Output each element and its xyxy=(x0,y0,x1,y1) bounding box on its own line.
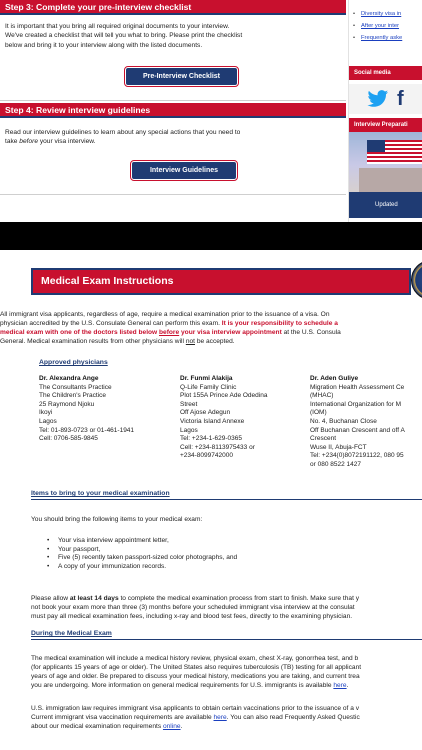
physician-phone: or 080 8522 1427 xyxy=(310,460,361,468)
items-intro: You should bring the following items to your medical exam: xyxy=(31,516,203,523)
allow-emphasis: at least 14 days xyxy=(69,595,119,602)
physician-card xyxy=(180,375,267,461)
physician-phone: Tel: +234(0)8072191122, 080 95 xyxy=(310,452,404,460)
physician-address-line: Migration Health Assessment Ce xyxy=(310,383,405,391)
allow-text: to complete the medical examination process from start to finish. Make sure that y xyxy=(118,595,360,602)
during-heading-rule xyxy=(31,639,422,640)
physician-address-line: The Consultants Practice xyxy=(39,383,112,391)
vaccination-line xyxy=(31,723,182,732)
section-divider xyxy=(0,194,346,195)
physician-name: Dr. Funmi Alakija xyxy=(180,375,233,382)
steps-main-column xyxy=(0,0,346,222)
physician-card xyxy=(39,375,134,444)
vaccination-text: . You can also read Frequently Asked Questic xyxy=(226,714,360,721)
vaccination-line xyxy=(31,714,360,723)
physician-address-line: (IOM) xyxy=(310,409,327,417)
intro-text: General. Medical examination results from other physicians will xyxy=(0,338,186,345)
approved-physicians-label: Approved physicians xyxy=(39,359,108,366)
sidebar xyxy=(348,0,422,222)
bullet-icon: • xyxy=(353,23,356,29)
during-heading: During the Medical Exam xyxy=(31,630,112,637)
sidebar-link-label: Frequently aske xyxy=(361,35,403,41)
during-line: (for applicants 15 years of age or older). The United States also requires tuberculosis (TB) testing for all applicant xyxy=(31,664,362,671)
step3-body xyxy=(5,22,341,50)
physician-phone: Cell: 0706-585-9845 xyxy=(39,435,98,443)
medical-faq-online-link[interactable]: online xyxy=(162,723,181,730)
physician-address-line: Wuse II, Abuja-FCT xyxy=(310,443,367,451)
allow-line: must pay all medical examination fees, including x-ray and blood test fees, directly to the examining physician. xyxy=(31,613,353,620)
interview-guidelines-button[interactable]: Interview Guidelines xyxy=(132,162,236,179)
physician-address-line: Crescent xyxy=(310,435,337,443)
physician-address-line: Lagos xyxy=(180,426,198,434)
vaccination-line: U.S. immigration law requires immigrant visa applicants to obtain certain vaccinations prior to the issuance of a v xyxy=(31,705,360,712)
physician-address-line: The Children's Practice xyxy=(39,392,106,400)
physician-address-line: No. 4, Buchanan Close xyxy=(310,417,377,425)
page-separator xyxy=(0,222,422,250)
intro-text: physician accredited by the U.S. Consulate General can perform this exam. xyxy=(0,320,222,327)
step4-body xyxy=(5,128,341,147)
intro-emphasis: not xyxy=(185,338,195,345)
physician-phone: +234-8099742000 xyxy=(180,452,233,460)
physician-address-line: Ikoyi xyxy=(39,409,53,417)
step4-body-line xyxy=(5,137,341,146)
step3-body-line: We've created a checklist that will tell you what to bring. Please print the checklist xyxy=(5,32,243,40)
pre-interview-checklist-button[interactable]: Pre-Interview Checklist xyxy=(126,68,237,85)
sidebar-link-diversity-visa[interactable] xyxy=(353,8,422,20)
physician-phone: Tel: 01-893-0723 or 01-461-1941 xyxy=(39,426,135,434)
social-media-header: Social media xyxy=(349,66,422,80)
step4-text: your visa interview. xyxy=(38,138,96,146)
bullet-icon: • xyxy=(353,11,356,17)
preparation-updated-label: Updated xyxy=(349,192,422,218)
physician-address-line: (MHAC) xyxy=(310,392,334,400)
items-heading-rule xyxy=(31,499,422,500)
list-item: • Your visa interview appointment letter, xyxy=(47,537,237,546)
list-item: • Five (5) recently taken passport-sized color photographs, and xyxy=(47,554,237,563)
during-line xyxy=(31,682,348,691)
sidebar-link-label: After your inter xyxy=(361,23,400,29)
intro-text: at the U.S. Consula xyxy=(281,329,341,336)
building-graphic xyxy=(359,168,422,192)
intro-line: All immigrant visa applicants, regardless of age, require a medical examination prior to the issuance of a visa. On xyxy=(0,311,330,318)
medical-requirements-link[interactable]: here xyxy=(333,682,347,689)
vaccination-requirements-link[interactable]: here xyxy=(213,714,227,721)
sidebar-links xyxy=(353,8,422,44)
during-text: . xyxy=(346,682,349,689)
physician-address-line: Victoria Island Annexe xyxy=(180,417,245,425)
physician-card xyxy=(310,375,405,470)
intro-warning: It is your responsibility to schedule a xyxy=(221,320,338,327)
physician-address-line: Plot 155A Prince Ade Odedina xyxy=(180,392,268,400)
vaccination-text: Current immigrant visa vaccination requirements are available xyxy=(31,714,214,721)
during-text: you are undergoing. More information on general medical requirements for U.S. immigrants is available xyxy=(31,682,334,689)
social-media-row xyxy=(349,84,422,114)
list-item: • A copy of your immunization records. xyxy=(47,563,237,572)
items-list xyxy=(47,537,237,571)
flag-canton xyxy=(367,140,385,152)
vaccination-text: . xyxy=(180,723,183,730)
intro-warning-emphasis: before xyxy=(159,329,180,336)
step4-text: take xyxy=(5,138,20,146)
intro-warning: your visa interview appointment xyxy=(179,329,282,336)
medical-exam-title: Medical Exam Instructions xyxy=(31,268,411,295)
step3-body-line: It is important that you bring all required original documents to your interview. xyxy=(5,23,230,30)
physician-address-line: 25 Raymond Njoku xyxy=(39,400,95,408)
step3-header: Step 3: Complete your pre-interview checklist xyxy=(0,0,346,15)
allow-text: Please allow xyxy=(31,595,70,602)
physician-address-line: Off Buchanan Crescent and off A xyxy=(310,426,405,434)
physician-address-line: Q-Life Family Clinic xyxy=(180,383,237,391)
bullet-icon: • xyxy=(353,35,356,41)
consulate-seal-icon xyxy=(411,260,422,300)
allow-line: not book your exam more than three (3) months before your scheduled immigrant visa interview at the consulat xyxy=(31,604,355,611)
physician-address-line: Off Ajose Adegun xyxy=(180,409,231,417)
physician-phone: Cell: +234-8113975433 or xyxy=(180,443,255,451)
intro-text: be accepted. xyxy=(194,338,235,345)
physician-address-line: Lagos xyxy=(39,417,57,425)
intro-line xyxy=(0,338,235,347)
vaccination-text: about our medical examination requirements xyxy=(31,723,163,730)
physician-address-line: International Organization for M xyxy=(310,400,402,408)
during-line: The medical examination will include a medical history review, physical exam, chest X-ray, gonorrhea test, and b xyxy=(31,655,359,662)
twitter-icon[interactable] xyxy=(367,89,389,109)
during-line: years of age and older. Be prepared to discuss your medical history, medications you are taking, and current trea xyxy=(31,673,360,680)
physician-phone: Tel: +234-1-629-0365 xyxy=(180,435,242,443)
interview-preparation-header: Interview Preparati xyxy=(349,118,422,132)
intro-line xyxy=(0,320,338,329)
list-item: • Your passport, xyxy=(47,546,237,555)
sidebar-link-after-interview[interactable] xyxy=(353,20,422,32)
sidebar-link-label: Diversity visa in xyxy=(361,11,402,17)
items-heading: Items to bring to your medical examination xyxy=(31,490,170,497)
allow-line xyxy=(31,595,359,604)
intro-warning: medical exam with one of the doctors listed below xyxy=(0,329,160,336)
step4-body-line: Read our interview guidelines to learn about any special actions that you need to xyxy=(5,129,241,136)
physician-address-line: Street xyxy=(180,400,198,408)
visa-steps-page xyxy=(0,0,422,222)
step3-body-line: below and bring it to your interview along with the listed documents. xyxy=(5,41,203,49)
step4-emphasis: before xyxy=(19,138,38,146)
step4-header: Step 4: Review interview guidelines xyxy=(0,103,346,118)
physician-name: Dr. Alexandra Ange xyxy=(39,375,99,382)
intro-line xyxy=(0,329,341,338)
interview-preparation-image[interactable] xyxy=(349,132,422,192)
medical-exam-document xyxy=(0,250,422,750)
section-divider xyxy=(0,100,346,101)
physician-name: Dr. Aden Guliye xyxy=(310,375,359,382)
sidebar-link-faq[interactable] xyxy=(353,32,422,44)
facebook-icon[interactable]: f xyxy=(397,88,404,110)
